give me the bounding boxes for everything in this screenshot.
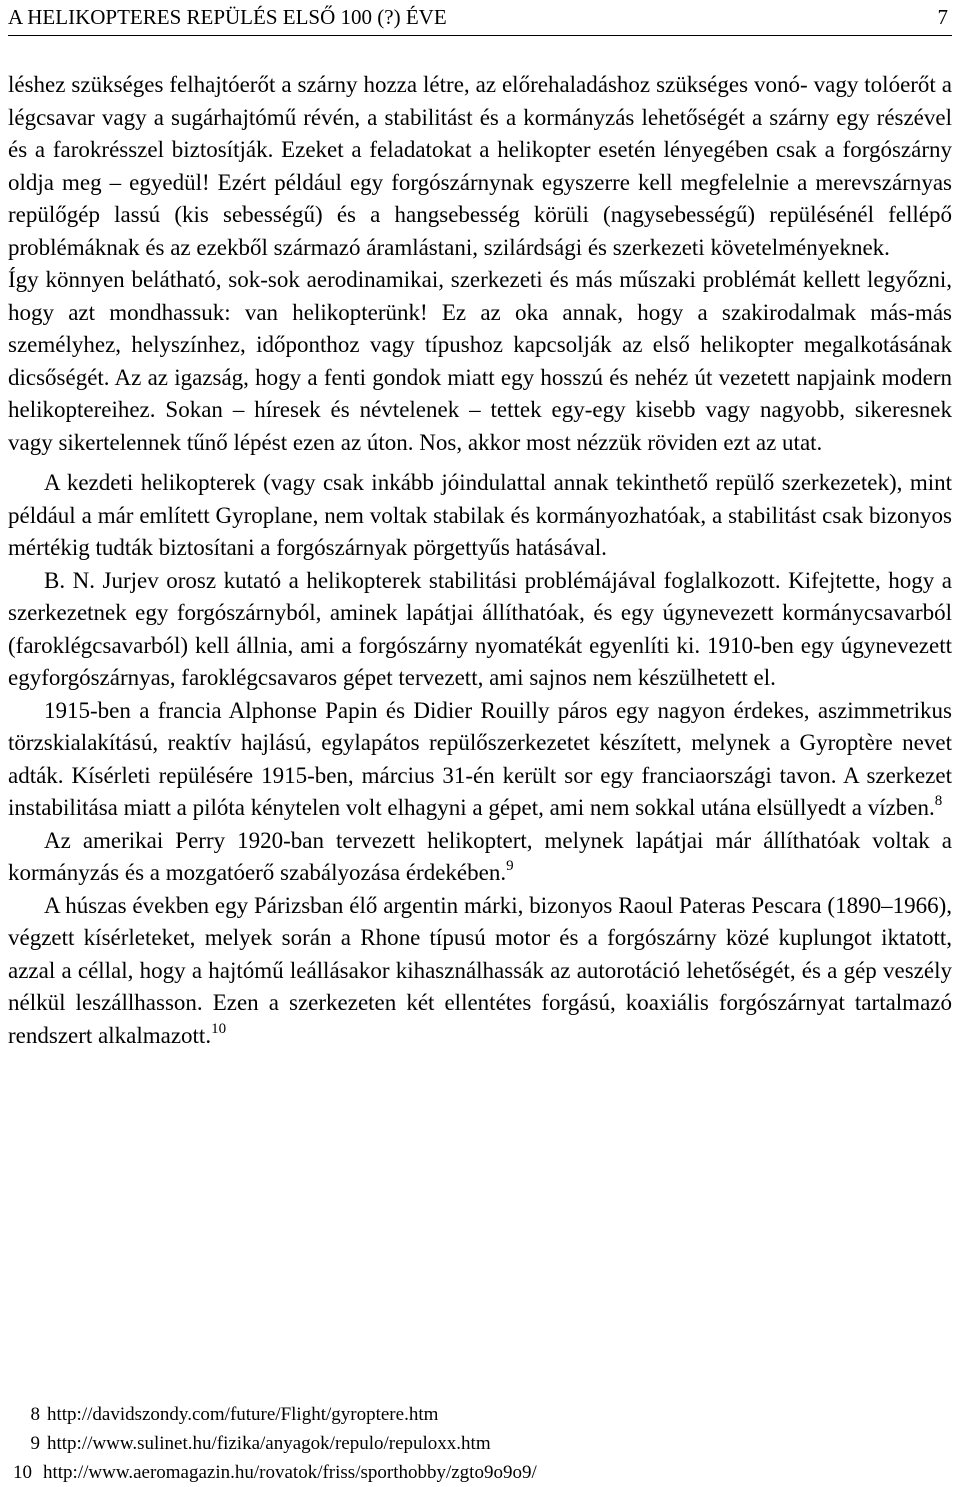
footnote-link[interactable]: http://www.aeromagazin.hu/rovatok/friss/sporthobby/zgto9o9o9/: [43, 1462, 537, 1483]
footnote-item: [8, 1429, 952, 1458]
footnote-item: [8, 1458, 952, 1487]
paragraph: B. N. Jurjev orosz kutató a helikopterek stabilitási problémájával foglalkozott. Kifejtette, hogy a szerkezetnek egy forgószárnyból, aminek lapátjai állíthatóak, és egy úgynevezett kormánycsavarból (faroklégcsavarból) kell állnia, ami a forgószárny nyomatékát egyenlíti ki. 1910-ben egy úgynevezett egyforgószárnyas, faroklégcsavaros gépet tervezett, ami sajnos nem készülhetett el.: [8, 567, 952, 690]
paragraph: 1915-ben a francia Alphonse Papin és Didier Rouilly páros egy nagyon érdekes, aszimmetrikus törzskialakítású, reaktív hajlású, egylapátos repülőszerkezetet készített, melynek a Gyroptère nevet adták. Kísérleti repülésére 1915-ben, március 31-én került sor egy franciaországi tavon. A szerkezet instabilitása miatt a pilóta kénytelen volt elhagyni a gépet, ami nem sokkal utána elsüllyedt a vízben.$^8$: [8, 697, 952, 820]
paragraph: Az amerikai Perry 1920-ban tervezett helikoptert, melynek lapátjai már állíthatóak voltak a kormányzás és a mozgatóerő szabályozása érdekében.$^9$: [8, 827, 952, 885]
footnote-number: 8: [30, 1404, 40, 1425]
paragraph-continuation: léshez szükséges felhajtóerőt a szárny hozza létre, az előrehaladáshoz szükséges vonó- vagy tolóerőt a légcsavar vagy a sugárhajtómű révén, a stabilitást és a kormányzás lehetőségét a szárny egy részével és a farokrésszel biztosítják. Ezeket a feladatokat a helikopter esetén lényegében csak a forgószárny oldja meg – egyedül! Ezért például egy forgószárnynak egyszerre kell megfelelnie a merevszárnyas repülőgép lassú (kis sebességű) és a hangsebesség körüli (nagysebességű) repülésénél fellépő problémáknak és az ezekből származó áramlástani, szilárdsági és szerkezeti követelményeknek.: [8, 72, 952, 260]
paragraph: A kezdeti helikopterek (vagy csak inkább jóindulattal annak tekinthető repülő szerkezetek), mint például a már említett Gyroplane, nem voltak stabilak és kormányozhatóak, a stabilitást csak bizonyos mértékig tudták biztosítani a forgószárnyak pörgettyűs hatásával.: [8, 470, 952, 560]
body-text: [8, 69, 952, 1052]
footnote-item: [8, 1400, 952, 1429]
footnote-number: 9: [30, 1433, 40, 1454]
page-header: [8, 2, 952, 36]
page-number: 7: [937, 5, 948, 29]
footnote-ref[interactable]: 8: [934, 793, 943, 809]
footnotes: [8, 1400, 952, 1487]
footnote-number: 10: [13, 1462, 32, 1483]
footnote-ref[interactable]: 10: [211, 1020, 227, 1037]
paragraph: A húszas években egy Párizsban élő argentin márki, bizonyos Raoul Pateras Pescara (1890–1966), végzett kísérleteket, melyek során a Rhone típusú motor és a forgószárny közé kuplungot iktatott, azzal a céllal, hogy a hajtómű leállásakor kihasználhassák az autorotáció lehetőségét, és a gép veszély nélkül leszállhasson. Ezen a szerkezeten két ellentétes forgású, koaxiális forgószárnyat tartalmazó rendszert alkalmazott.$^{10}$: [8, 892, 952, 1048]
running-title: A HELIKOPTERES REPÜLÉS ELSŐ 100 (?) ÉVE: [8, 5, 447, 29]
footnote-ref[interactable]: 9: [506, 858, 514, 874]
footnote-link[interactable]: http://davidszondy.com/future/Flight/gyroptere.htm: [47, 1404, 439, 1425]
paragraph: Így könnyen belátható, sok-sok aerodinamikai, szerkezeti és más műszaki problémát kellett legyőzni, hogy azt mondhassuk: van helikopterünk! Ez az oka annak, hogy a szakirodalmak más-más személyhez, helyszínhez, időponthoz vagy típushoz kapcsolják az első helikopter megalkotásának dicsőségét. Az az igazság, hogy a fenti gondok miatt egy hosszú és nehéz út vezetett napjaink modern helikoptereihez. Sokan – híresek és névtelenek – tettek egy-egy kisebb vagy nagyobb, sikeresnek vagy sikertelennek tűnő lépést ezen az úton. Nos, akkor most nézzük röviden ezt az utat.: [8, 267, 952, 455]
footnote-link[interactable]: http://www.sulinet.hu/fizika/anyagok/repulo/repuloxx.htm: [47, 1433, 491, 1454]
